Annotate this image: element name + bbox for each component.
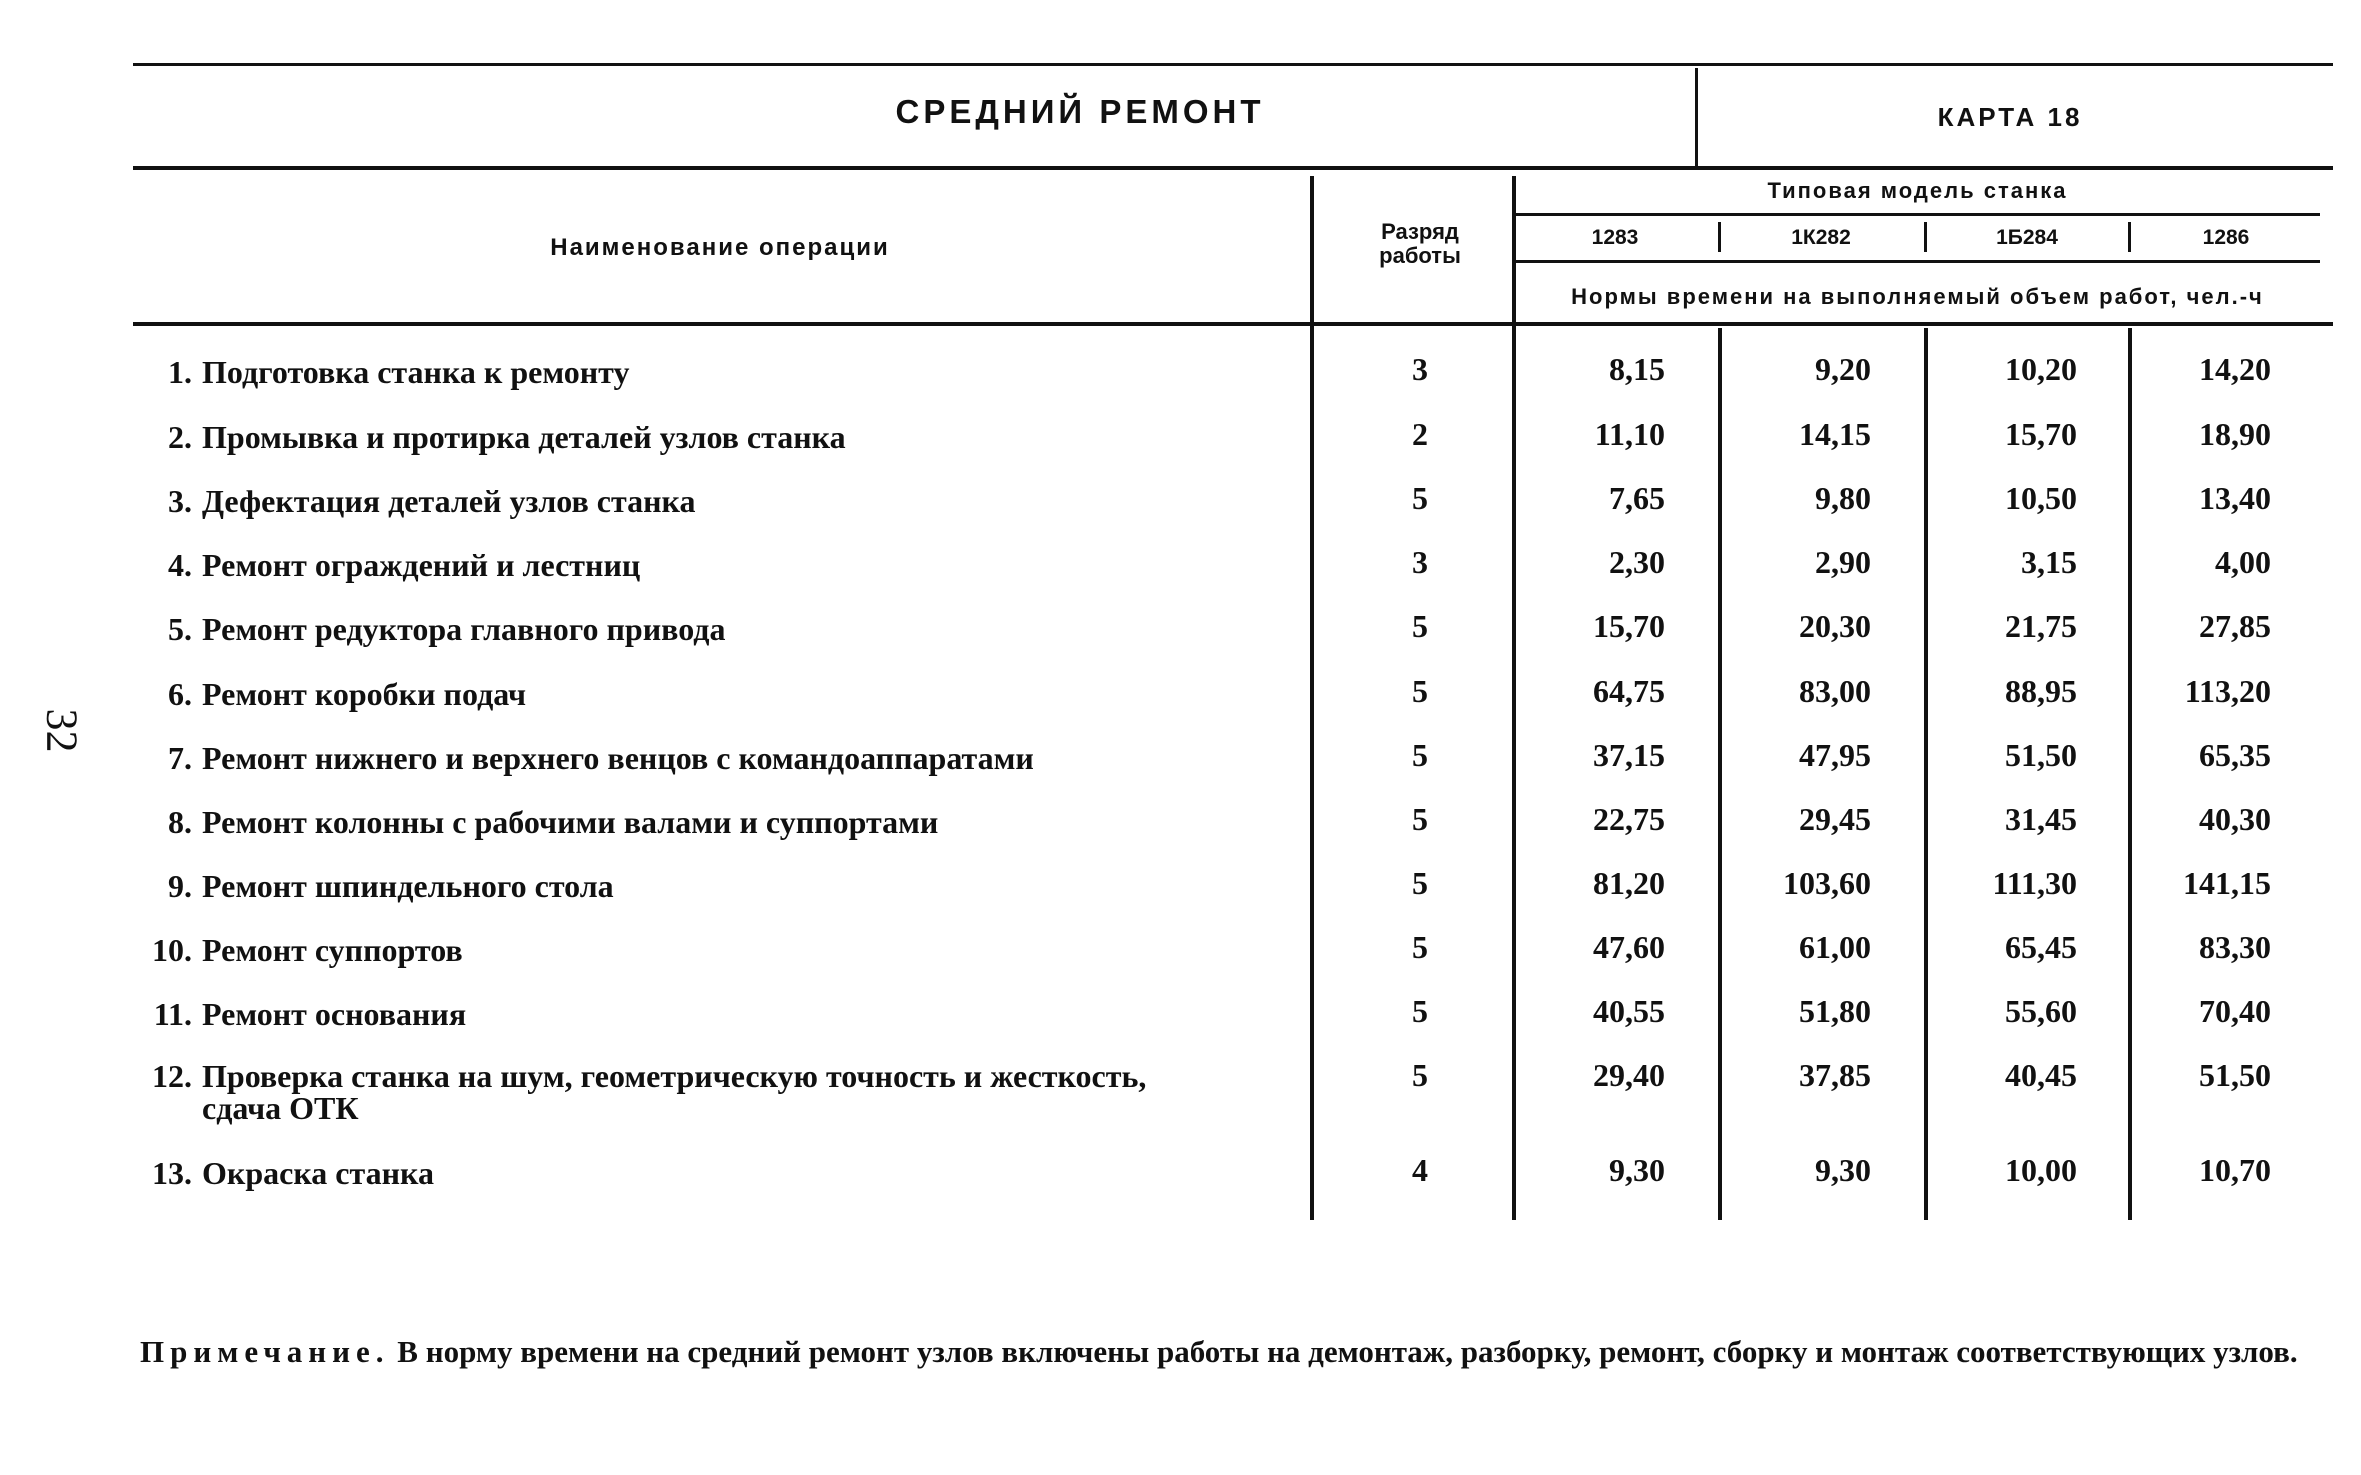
- column-header-grade: [1320, 220, 1520, 268]
- column-header-operation: Наименование операции: [550, 234, 890, 261]
- table-cell-value: 70,40: [2199, 993, 2271, 1029]
- model-group-rule: [1515, 213, 2320, 216]
- table-cell-value: 9,20: [1815, 351, 1871, 387]
- norms-caption: Нормы времени на выполняемый объем работ, чел.-ч: [1571, 284, 2264, 309]
- models-rule: [1515, 260, 2320, 263]
- table-row-grade: 5: [1412, 929, 1428, 965]
- column-divider-operation: [1310, 176, 1314, 1220]
- table-cell-value: 10,00: [2005, 1152, 2077, 1188]
- row-operation-text: Окраска станка: [202, 1155, 434, 1191]
- table-cell-value: 7,65: [1609, 480, 1665, 516]
- row-number: 2.: [168, 419, 192, 455]
- page-number: 32: [37, 708, 87, 753]
- table-row-grade: 5: [1412, 993, 1428, 1029]
- row-operation-text: Ремонт основания: [202, 996, 467, 1032]
- table-row-grade: 5: [1412, 673, 1428, 709]
- row-number: 5.: [168, 611, 192, 647]
- table-cell-value: 9,30: [1609, 1152, 1665, 1188]
- row-operation-text: Дефектация деталей узлов станка: [202, 483, 696, 519]
- table-row-operation: [140, 613, 725, 645]
- table-cell-value: 9,80: [1815, 480, 1871, 516]
- table-cell-value: 2,30: [1609, 544, 1665, 580]
- table-cell-value: 4,00: [2215, 544, 2271, 580]
- table-cell-value: 3,15: [2021, 544, 2077, 580]
- table-cell-value: 14,20: [2199, 351, 2271, 387]
- table-row-grade: 5: [1412, 801, 1428, 837]
- table-cell-value: 15,70: [1593, 608, 1665, 644]
- table-cell-value: 10,50: [2005, 480, 2077, 516]
- table-cell-value: 11,10: [1594, 416, 1665, 452]
- table-cell-value: 65,45: [2005, 929, 2077, 965]
- row-number: 4.: [168, 547, 192, 583]
- table-cell-value: 81,20: [1593, 865, 1665, 901]
- row-operation-text: Ремонт коробки подач: [202, 676, 527, 712]
- table-row-operation: [140, 549, 640, 581]
- row-operation-text: Ремонт шпиндельного стола: [202, 868, 614, 904]
- table-row-grade: 3: [1412, 351, 1428, 387]
- table-row-operation: [140, 421, 846, 453]
- table-cell-value: 37,85: [1799, 1057, 1871, 1093]
- table-cell-value: 111,30: [1992, 865, 2077, 901]
- table-cell-value: 37,15: [1593, 737, 1665, 773]
- table-row-grade: 5: [1412, 480, 1428, 516]
- table-cell-value: 8,15: [1609, 351, 1665, 387]
- table-row-operation: [140, 870, 614, 902]
- row-number: 13.: [152, 1155, 192, 1191]
- footnote-text: В норму времени на средний ремонт узлов включены работы на демонтаж, разборку, ремонт, сборку и монтаж соответствующих узлов.: [389, 1334, 2298, 1369]
- table-cell-value: 20,30: [1799, 608, 1871, 644]
- table-row-operation: [140, 1060, 1146, 1124]
- table-cell-value: 10,70: [2199, 1152, 2271, 1188]
- table-cell-value: 31,45: [2005, 801, 2077, 837]
- table-cell-value: 29,45: [1799, 801, 1871, 837]
- table-row-operation: [140, 1157, 434, 1189]
- table-row-grade: 4: [1412, 1152, 1428, 1188]
- column-header-model-1k282: 1К282: [1791, 226, 1851, 249]
- table-cell-value: 40,30: [2199, 801, 2271, 837]
- column-header-model-1b284: 1Б284: [1996, 226, 2058, 249]
- top-rule: [133, 63, 2333, 66]
- row-operation-text: Ремонт нижнего и верхнего венцов с командоаппаратами: [202, 740, 1034, 776]
- table-row-operation: [140, 998, 466, 1030]
- row-operation-text: Ремонт колонны с рабочими валами и суппортами: [202, 804, 939, 840]
- footnote-lead: Примечание.: [140, 1334, 390, 1369]
- row-number: 12.: [152, 1058, 192, 1094]
- row-number: 10.: [152, 932, 192, 968]
- column-header-grade-line2: работы: [1379, 243, 1461, 268]
- row-operation-text: Ремонт суппортов: [202, 932, 463, 968]
- table-cell-value: 64,75: [1593, 673, 1665, 709]
- table-row-grade: 5: [1412, 737, 1428, 773]
- table-cell-value: 51,80: [1799, 993, 1871, 1029]
- column-group-model: Типовая модель станка: [1767, 178, 2068, 203]
- row-operation-text: Ремонт ограждений и лестниц: [202, 547, 641, 583]
- table-cell-value: 13,40: [2199, 480, 2271, 516]
- table-cell-value: 113,20: [2184, 673, 2271, 709]
- table-cell-value: 88,95: [2005, 673, 2077, 709]
- row-number: 6.: [168, 676, 192, 712]
- row-number: 1.: [168, 354, 192, 390]
- table-cell-value: 103,60: [1783, 865, 1871, 901]
- table-cell-value: 15,70: [2005, 416, 2077, 452]
- table-row-operation: [140, 806, 938, 838]
- row-operation-text: Промывка и протирка деталей узлов станка: [202, 419, 846, 455]
- table-row-grade: 2: [1412, 416, 1428, 452]
- table-cell-value: 65,35: [2199, 737, 2271, 773]
- table-cell-value: 2,90: [1815, 544, 1871, 580]
- table-row-grade: 5: [1412, 608, 1428, 644]
- table-row-grade: 5: [1412, 1057, 1428, 1093]
- page-title: СРЕДНИЙ РЕМОНТ: [895, 93, 1265, 130]
- table-row-grade: 3: [1412, 544, 1428, 580]
- table-cell-value: 141,15: [2183, 865, 2271, 901]
- table-cell-value: 22,75: [1593, 801, 1665, 837]
- title-divider: [1695, 68, 1698, 166]
- row-operation-text: Ремонт редуктора главного привода: [202, 611, 726, 647]
- row-number: 9.: [168, 868, 192, 904]
- table-row-operation: [140, 678, 526, 710]
- table-cell-value: 9,30: [1815, 1152, 1871, 1188]
- table-cell-value: 10,20: [2005, 351, 2077, 387]
- footnote: [140, 1336, 2330, 1368]
- row-operation-text: Проверка станка на шум, геометрическую точность и жесткость,: [202, 1058, 1147, 1094]
- row-operation-text: Подготовка станка к ремонту: [202, 354, 630, 390]
- row-operation-continuation: сдача ОТК: [202, 1090, 359, 1126]
- column-header-grade-line1: Разряд: [1381, 219, 1459, 244]
- table-cell-value: 83,00: [1799, 673, 1871, 709]
- table-cell-value: 47,60: [1593, 929, 1665, 965]
- table-cell-value: 40,55: [1593, 993, 1665, 1029]
- column-header-model-1283: 1283: [1591, 226, 1639, 249]
- title-bottom-rule: [133, 166, 2333, 170]
- table-cell-value: 51,50: [2005, 737, 2077, 773]
- table-row-operation: [140, 742, 1034, 774]
- table-cell-value: 21,75: [2005, 608, 2077, 644]
- table-row-grade: 5: [1412, 865, 1428, 901]
- table-row-operation: [140, 934, 463, 966]
- row-number: 8.: [168, 804, 192, 840]
- table-cell-value: 18,90: [2199, 416, 2271, 452]
- row-number: 7.: [168, 740, 192, 776]
- table-row-operation: [140, 356, 629, 388]
- table-cell-value: 51,50: [2199, 1057, 2271, 1093]
- table-cell-value: 83,30: [2199, 929, 2271, 965]
- table-cell-value: 27,85: [2199, 608, 2271, 644]
- column-header-model-1286: 1286: [2202, 226, 2250, 249]
- table-cell-value: 29,40: [1593, 1057, 1665, 1093]
- row-number: 3.: [168, 483, 192, 519]
- table-cell-value: 14,15: [1799, 416, 1871, 452]
- header-bottom-rule: [133, 322, 2333, 326]
- table-cell-value: 61,00: [1799, 929, 1871, 965]
- row-number: 11.: [153, 996, 192, 1032]
- table-cell-value: 40,45: [2005, 1057, 2077, 1093]
- table-cell-value: 47,95: [1799, 737, 1871, 773]
- table-row-operation: [140, 485, 695, 517]
- card-label: КАРТА 18: [1937, 102, 2083, 132]
- table-cell-value: 55,60: [2005, 993, 2077, 1029]
